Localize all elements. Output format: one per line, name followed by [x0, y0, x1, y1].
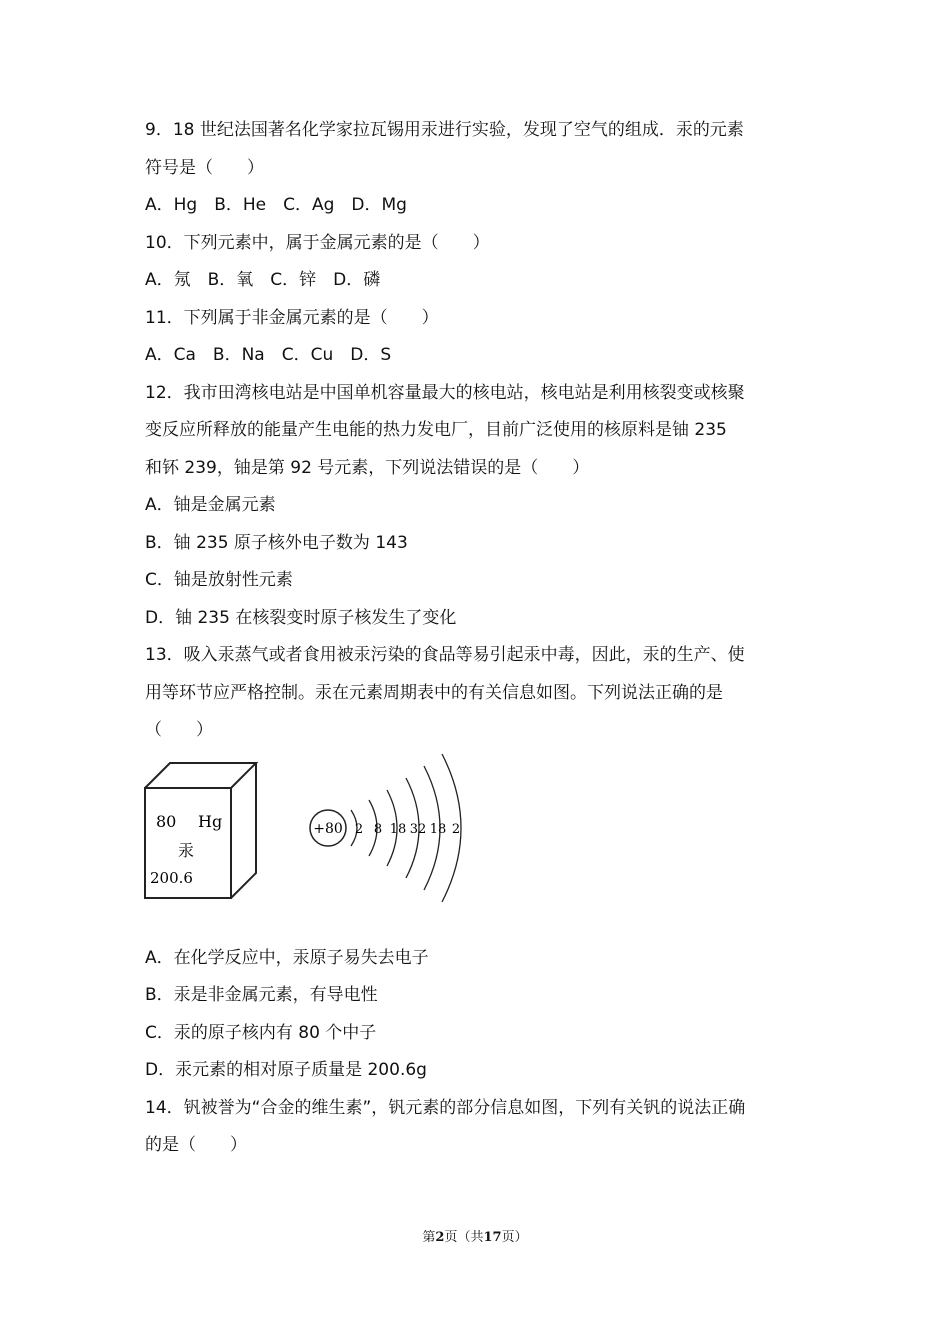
q11-options: A．Ca B．Na C．Cu D．S	[145, 345, 392, 365]
shell-count-6: 2	[451, 821, 461, 837]
q11-stem: 11．下列属于非金属元素的是（ ）	[145, 307, 439, 328]
q13-option-d: D．汞元素的相对原子质量是 200.6g	[145, 1060, 427, 1080]
mercury-figure	[145, 752, 810, 940]
q10-options: A．氖 B．氧 C．锌 D．磷	[145, 270, 381, 290]
q12-option-a: A．铀是金属元素	[145, 495, 276, 515]
nucleus-charge: +80	[313, 820, 343, 837]
shell-electron-counts	[355, 822, 460, 837]
q10-stem: 10．下列元素中，属于金属元素的是（ ）	[145, 232, 490, 253]
q13-stem-line3: （ ）	[145, 720, 213, 740]
q12-stem-line3: 和钚 239，铀是第 92 号元素，下列说法错误的是（ ）	[145, 457, 590, 478]
element-symbol: Hg	[198, 811, 223, 831]
footer-page-number: 2	[435, 1230, 445, 1245]
q9-stem-line2: 符号是（ ）	[145, 157, 264, 178]
shell-count-2: 8	[373, 821, 383, 837]
q13-option-c: C．汞的原子核内有 80 个中子	[145, 1022, 377, 1043]
footer-middle: 页（共	[444, 1230, 484, 1245]
q13-stem-line1: 13．吸入汞蒸气或者食用被汞污染的食品等易引起汞中毒，因此，汞的生产、使	[145, 645, 745, 665]
cube-top-face	[145, 763, 256, 788]
q12-option-d: D．铀 235 在核裂变时原子核发生了变化	[145, 607, 457, 628]
element-number: 80	[156, 811, 177, 831]
q14-stem-line1: 14．钒被誉为“合金的维生素”，钒元素的部分信息如图，下列有关钒的说法正确	[145, 1097, 746, 1118]
footer-prefix: 第	[422, 1230, 436, 1245]
footer-total-pages: 17	[483, 1230, 502, 1245]
atom-structure	[310, 754, 461, 902]
q13-option-b: B．汞是非金属元素，有导电性	[145, 985, 378, 1005]
q12-option-b: B．铀 235 原子核外电子数为 143	[145, 532, 408, 553]
q9-options: A．Hg B．He C．Ag D．Mg	[145, 195, 407, 215]
q13-option-a: A．在化学反应中，汞原子易失去电子	[145, 947, 429, 968]
q13-stem-line2: 用等环节应严格控制。汞在元素周期表中的有关信息如图。下列说法正确的是	[145, 682, 723, 703]
q12-stem-line2: 变反应所释放的能量产生电能的热力发电厂，目前广泛使用的核原料是铀 235	[145, 420, 727, 440]
mercury-figure-svg	[142, 752, 472, 932]
shell-count-3: 18	[389, 821, 407, 837]
q14-stem-line2: 的是（ ）	[145, 1135, 247, 1155]
shell-count-1: 2	[354, 821, 364, 837]
document-page	[145, 112, 810, 1165]
atomic-mass: 200.6	[150, 868, 193, 887]
q9-stem-line1: 9．18 世纪法国著名化学家拉瓦锡用汞进行实验，发现了空气的组成．汞的元素	[145, 120, 744, 140]
shell-count-5: 18	[429, 821, 447, 837]
element-name: 汞	[178, 840, 195, 860]
q12-option-c: C．铀是放射性元素	[145, 570, 293, 590]
q12-stem-line1: 12．我市田湾核电站是中国单机容量最大的核电站，核电站是利用核裂变或核聚	[145, 382, 745, 403]
page-footer	[0, 1226, 950, 1245]
footer-suffix: 页）	[501, 1230, 528, 1245]
shell-count-4: 32	[409, 821, 427, 837]
